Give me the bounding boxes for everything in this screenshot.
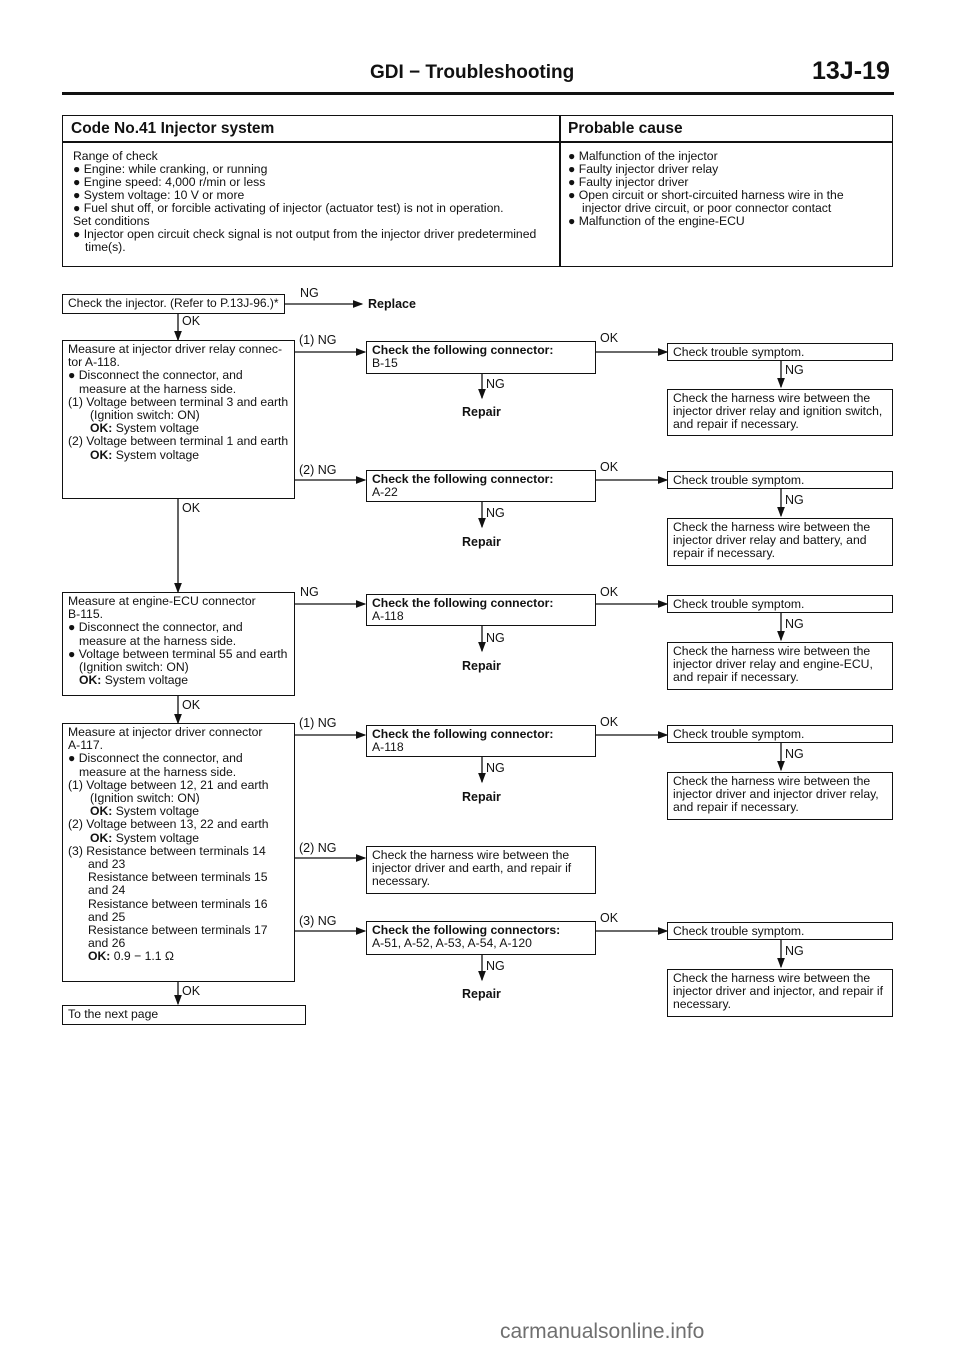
ng-label: NG	[785, 944, 804, 958]
step3-line2: B-115.	[68, 607, 104, 622]
ok-label: OK	[182, 698, 201, 712]
step4-condition2-ok: System voltage	[115, 830, 200, 845]
step4-condition1-ok: System voltage	[115, 804, 200, 819]
harness-check-box	[667, 518, 893, 566]
step4-condition3-ok: 0.9 − 1.1 Ω	[113, 949, 175, 964]
step4-condition3a: Resistance between terminals 14 and 23	[86, 843, 266, 872]
check-symptom-box	[667, 725, 893, 743]
condition-number: (3)	[68, 843, 83, 858]
step4-condition1-sub: (Ignition switch: ON)	[90, 791, 200, 806]
harness-check-box	[667, 772, 893, 820]
repair-label: Repair	[462, 535, 501, 549]
ng-label: NG	[300, 585, 319, 599]
connector-a22: A-22	[372, 485, 398, 500]
ng-label: NG	[486, 959, 505, 973]
harness-check-text: Check the harness wire between the injector driver and earth, and repair if necessary.	[372, 848, 572, 889]
ok-label: OK	[600, 715, 619, 729]
ok-label: OK	[182, 314, 201, 328]
step2-condition1: Voltage between terminal 3 and earth	[86, 394, 289, 409]
harness-check-text: Check the harness wire between the injector driver relay and ignition switch, and repair if necessary.	[673, 391, 883, 432]
check-symptom-box	[667, 471, 893, 489]
step2-line1: Measure at injector driver relay connec-	[68, 342, 283, 356]
repair-label: Repair	[462, 405, 501, 419]
connectors-title: Check the following connectors:	[372, 923, 561, 937]
repair-label: Repair	[462, 790, 501, 804]
step4-box: Measure at injector driver connector A-117. ● Disconnect the connector, and measure at the harness side. (1) Voltage between 12, 21 and earth (Ignition switch: ON) OK: System voltage (2) Voltage between 13, 22 and earth OK: System voltage (3) Resistance between terminals 14 and 23 Resistance between terminals 15 and 24 Resistance between terminals 16 and 25 Resistance between terminals 17 and 26 OK: 0.9 − 1.1 Ω	[62, 723, 295, 982]
connectors-list: A-51, A-52, A-53, A-54, A-120	[372, 936, 532, 951]
harness-check-box	[366, 846, 596, 894]
ok-label: OK	[600, 911, 619, 925]
step2-condition1-ok: System voltage	[115, 421, 200, 436]
check-connector-a22-box	[366, 470, 596, 502]
ng2-label: (2) NG	[299, 463, 337, 477]
ok-label: OK	[182, 501, 201, 515]
connector-a118: A-118	[372, 740, 404, 755]
step2-condition1-sub: (Ignition switch: ON)	[90, 408, 200, 423]
code-title: Code No.41 Injector system	[71, 120, 275, 137]
probable-causes: ● Malfunction of the injector ● Faulty injector driver relay ● Faulty injector driver ● Open circuit or short-circuited harness wire in the injector drive circuit, or poor connector contact ● Malfunction of the engine-ECU	[568, 149, 844, 228]
check-symptom-text: Check trouble symptom.	[673, 924, 805, 938]
harness-check-text: Check the harness wire between the injector driver and injector driver relay, and repair if necessary.	[673, 774, 879, 815]
check-connector-a118-box	[366, 725, 596, 757]
step2-condition2: Voltage between terminal 1 and earth	[86, 434, 289, 449]
connector-title: Check the following connector:	[372, 727, 554, 741]
harness-check-text: Check the harness wire between the injector driver and injector, and repair if necessary.	[673, 971, 884, 1012]
step4-condition1: Voltage between 12, 21 and earth	[86, 777, 269, 792]
ok-label: OK	[600, 460, 619, 474]
ok-prefix: OK:	[88, 949, 111, 964]
ng-label: NG	[486, 631, 505, 645]
check-symptom-box	[667, 922, 893, 940]
range-item: Engine: while cranking, or running	[83, 162, 268, 176]
connector-b15: B-15	[372, 356, 398, 371]
check-symptom-text: Check trouble symptom.	[673, 597, 805, 611]
ng-label: NG	[785, 363, 804, 377]
step4-bullet: Disconnect the connector, and measure at the harness side.	[78, 751, 243, 779]
next-page-text: To the next page	[68, 1007, 159, 1021]
ng1-label: (1) NG	[299, 333, 337, 347]
ng-label: NG	[785, 747, 804, 761]
range-item: Engine speed: 4,000 r/min or less	[83, 175, 266, 189]
ok-label: OK	[600, 585, 619, 599]
condition-number: (2)	[68, 434, 83, 449]
step4-condition3c: Resistance between terminals 16 and 25	[88, 896, 268, 924]
step2-line2: tor A-118.	[68, 355, 120, 370]
harness-check-text: Check the harness wire between the injector driver relay and engine-ECU, and repair if necessary.	[673, 644, 873, 685]
cause-item: Malfunction of the engine-ECU	[578, 214, 745, 228]
harness-check-box	[667, 969, 893, 1017]
step2-condition2-ok: System voltage	[115, 447, 200, 462]
harness-check-box	[667, 642, 893, 690]
ng-label: NG	[300, 286, 319, 300]
step3-line1: Measure at engine-ECU connector	[68, 594, 256, 608]
step3-box: Measure at engine-ECU connector B-115. ● Disconnect the connector, and measure at the harness side. ● Voltage between terminal 55 and earth (Ignition switch: ON) OK: System voltage	[62, 592, 295, 696]
cause-item: Open circuit or short-circuited harness wire in the injector drive circuit, or poor connector contact	[578, 188, 844, 215]
condition-number: (2)	[68, 817, 83, 832]
page-title: GDI − Troubleshooting	[370, 62, 575, 83]
step4-condition3b: Resistance between terminals 15 and 24	[88, 870, 268, 898]
condition-number: (1)	[68, 394, 83, 409]
ng-label: NG	[785, 493, 804, 507]
check-symptom-text: Check trouble symptom.	[673, 473, 805, 487]
step3-bullet1: Disconnect the connector, and measure at the harness side.	[78, 620, 243, 648]
ok-label: OK	[600, 331, 619, 345]
step4-condition3d: Resistance between terminals 17 and 26	[88, 923, 268, 951]
harness-check-text: Check the harness wire between the injector driver relay and battery, and repair if necessary.	[673, 520, 871, 561]
range-label: Range of check	[73, 149, 158, 163]
cause-item: Malfunction of the injector	[578, 149, 718, 163]
check-connectors-box	[366, 921, 596, 955]
check-connector-a118-box	[366, 594, 596, 626]
check-symptom-text: Check trouble symptom.	[673, 727, 805, 741]
step3-bullet2: Voltage between terminal 55 and earth (Ignition switch: ON)	[78, 646, 288, 675]
condition-number: (1)	[68, 777, 83, 792]
range-of-check: Range of check ● Engine: while cranking, or running ● Engine speed: 4,000 r/min or less ● System voltage: 10 V or more ● Fuel shut off, or forcible activating of injector (actuator test) is not in operation. Set conditions ● Injector open circuit check signal is not output from the injector driver predetermined time(s).	[73, 150, 555, 254]
page-number: 13J-19	[812, 57, 890, 85]
step3-ok: System voltage	[104, 673, 189, 688]
probable-cause-title: Probable cause	[568, 120, 683, 137]
ng-label: NG	[486, 377, 505, 391]
ng2-label: (2) NG	[299, 841, 337, 855]
ng-label: NG	[785, 617, 804, 631]
step1-text: Check the injector. (Refer to P.13J-96.)*	[68, 296, 279, 310]
ok-prefix: OK:	[90, 421, 113, 436]
connector-title: Check the following connector:	[372, 596, 554, 610]
ok-prefix: OK:	[90, 804, 113, 819]
step4-condition2: Voltage between 13, 22 and earth	[86, 817, 269, 832]
cause-item: Faulty injector driver relay	[578, 162, 719, 176]
ng1-label: (1) NG	[299, 716, 337, 730]
repair-label: Repair	[462, 987, 501, 1001]
repair-label: Repair	[462, 659, 501, 673]
step1-box	[62, 294, 285, 314]
connector-a118: A-118	[372, 609, 404, 624]
connector-title: Check the following connector:	[372, 472, 554, 486]
ok-prefix: OK:	[90, 447, 113, 462]
step2-box: Measure at injector driver relay connec- tor A-118. ● Disconnect the connector, and measure at the harness side. (1) Voltage between terminal 3 and earth (Ignition switch: ON) OK: System voltage (2) Voltage between terminal 1 and earth OK: System voltage	[62, 340, 295, 499]
range-item: Fuel shut off, or forcible activating of injector (actuator test) is not in operation.	[83, 201, 504, 215]
ng3-label: (3) NG	[299, 914, 337, 928]
ok-prefix: OK:	[90, 830, 113, 845]
connector-title: Check the following connector:	[372, 343, 554, 357]
check-symptom-box	[667, 595, 893, 613]
ok-label: OK	[182, 984, 201, 998]
replace-label: Replace	[368, 297, 416, 311]
next-page-box	[62, 1005, 306, 1025]
step2-bullet: Disconnect the connector, and measure at the harness side.	[78, 368, 243, 396]
ng-label: NG	[486, 761, 505, 775]
step4-line2: A-117.	[68, 738, 104, 753]
check-symptom-box	[667, 343, 893, 361]
set-conditions-label: Set conditions	[73, 214, 150, 228]
ng-label: NG	[486, 506, 505, 520]
harness-check-box	[667, 389, 893, 436]
step4-line1: Measure at injector driver connector	[68, 725, 263, 739]
check-symptom-text: Check trouble symptom.	[673, 345, 805, 359]
range-item: System voltage: 10 V or more	[83, 188, 245, 202]
ok-prefix: OK:	[79, 673, 102, 688]
set-item: Injector open circuit check signal is not output from the injector driver predetermined time(s).	[83, 227, 537, 254]
watermark: carmanualsonline.info	[500, 1320, 705, 1343]
check-connector-b15-box	[366, 341, 596, 374]
cause-item: Faulty injector driver	[578, 175, 689, 189]
